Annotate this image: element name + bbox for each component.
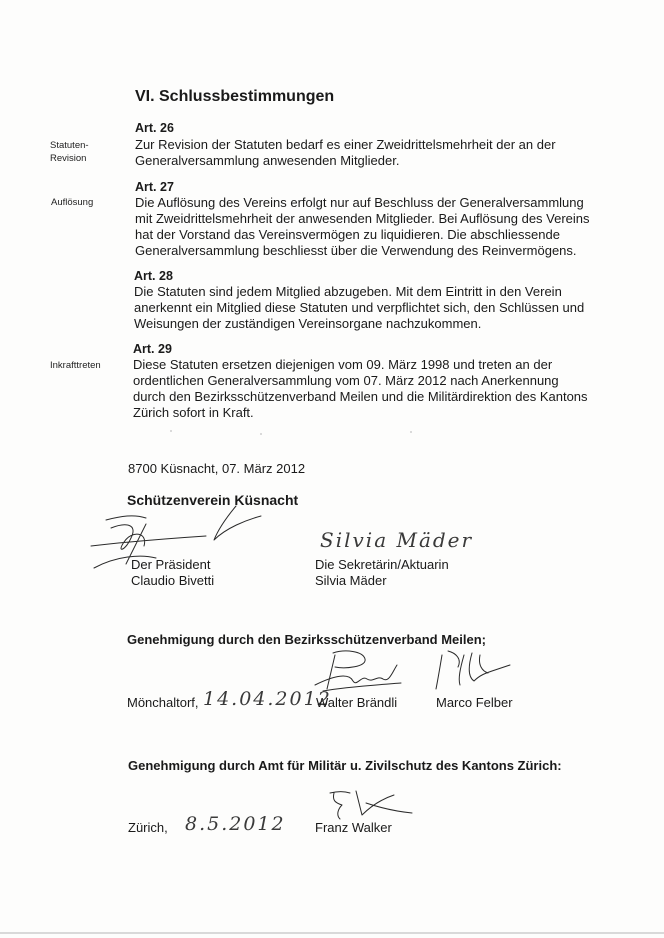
secretary-signature: Silvia Mäder <box>320 528 474 552</box>
franz-walker-signature <box>322 785 422 825</box>
margin-note-line: Statuten- <box>50 140 89 151</box>
signer-franz-walker: Franz Walker <box>315 820 392 835</box>
article-line: mit Zweidrittelsmehrheit der anwesenden Mitglieder. Bei Auflösung des Vereins <box>135 211 590 226</box>
article-line: Die Auflösung des Vereins erfolgt nur auf Beschluss der Generalversammlung <box>135 195 584 210</box>
approval-district-date: 14.04.2012 <box>203 688 332 710</box>
president-name: Claudio Bivetti <box>131 573 215 588</box>
scan-edge <box>0 932 664 934</box>
article-line: Generalversammlung beschliesst über die Verwendung des Reinvermögens. <box>135 243 577 258</box>
club-name: Schützenverein Küsnacht <box>127 492 299 508</box>
article-line: anerkennt ein Mitglied diese Statuten und verpflichtet sich, den Schlüssen und <box>134 300 585 315</box>
article-body <box>135 195 605 259</box>
approval-canton-place: Zürich, <box>128 820 168 835</box>
article-line: Zürich sofort in Kraft. <box>133 405 254 420</box>
article-body <box>135 137 595 169</box>
article-body <box>134 284 604 332</box>
article-heading: Art. 27 <box>135 180 174 194</box>
article-line: durch den Bezirksschützenverband Meilen und die Militärdirektion des Kantons <box>133 389 588 404</box>
article-heading: Art. 26 <box>135 121 174 135</box>
scan-artifact <box>260 433 262 435</box>
signer-marco-felber: Marco Felber <box>436 695 513 710</box>
secretary-name: Silvia Mäder <box>315 573 387 588</box>
section-title: VI. Schlussbestimmungen <box>135 88 335 105</box>
article-heading: Art. 28 <box>134 269 173 283</box>
article-body <box>133 357 603 421</box>
approval-canton-date: 8.5.2012 <box>185 813 286 835</box>
article-line: ordentlichen Generalversammlung vom 07. März 2012 nach Anerkennung <box>133 373 559 388</box>
approval-district-place: Mönchaltorf, <box>127 695 199 710</box>
article-line: Generalversammlung anwesenden Mitglieder. <box>135 153 400 168</box>
article-line: Die Statuten sind jedem Mitglied abzugeben. Mit dem Eintritt in den Verein <box>134 284 562 299</box>
scan-artifact <box>410 431 412 433</box>
approval-district-heading: Genehmigung durch den Bezirksschützenverband Meilen; <box>127 632 487 647</box>
marco-felber-signature <box>430 645 520 695</box>
margin-note-statuten-revision <box>50 139 89 165</box>
article-line: Zur Revision der Statuten bedarf es einer Zweidrittelsmehrheit der an der <box>135 137 556 152</box>
president-role: Der Präsident <box>131 557 211 572</box>
place-date: 8700 Küsnacht, 07. März 2012 <box>128 461 306 476</box>
margin-note-line: Revision <box>50 153 87 164</box>
signer-walter-braendli: Walter Brändli <box>316 695 398 710</box>
article-line: Weisungen der zuständigen Vereinsorgane nachzukommen. <box>134 316 482 331</box>
approval-canton-heading: Genehmigung durch Amt für Militär u. Zivilschutz des Kantons Zürich: <box>128 758 562 773</box>
article-line: Diese Statuten ersetzen diejenigen vom 09. März 1998 und treten an der <box>133 357 553 372</box>
scan-artifact <box>170 430 172 432</box>
article-heading: Art. 29 <box>133 342 172 356</box>
secretary-role: Die Sekretärin/Aktuarin <box>315 557 449 572</box>
margin-note-inkrafttreten: Inkrafttreten <box>50 360 101 371</box>
article-line: hat der Vorstand das Vereinsvermögen zu liquidieren. Die abschliessende <box>135 227 560 242</box>
margin-note-aufloesung: Auflösung <box>51 197 94 208</box>
